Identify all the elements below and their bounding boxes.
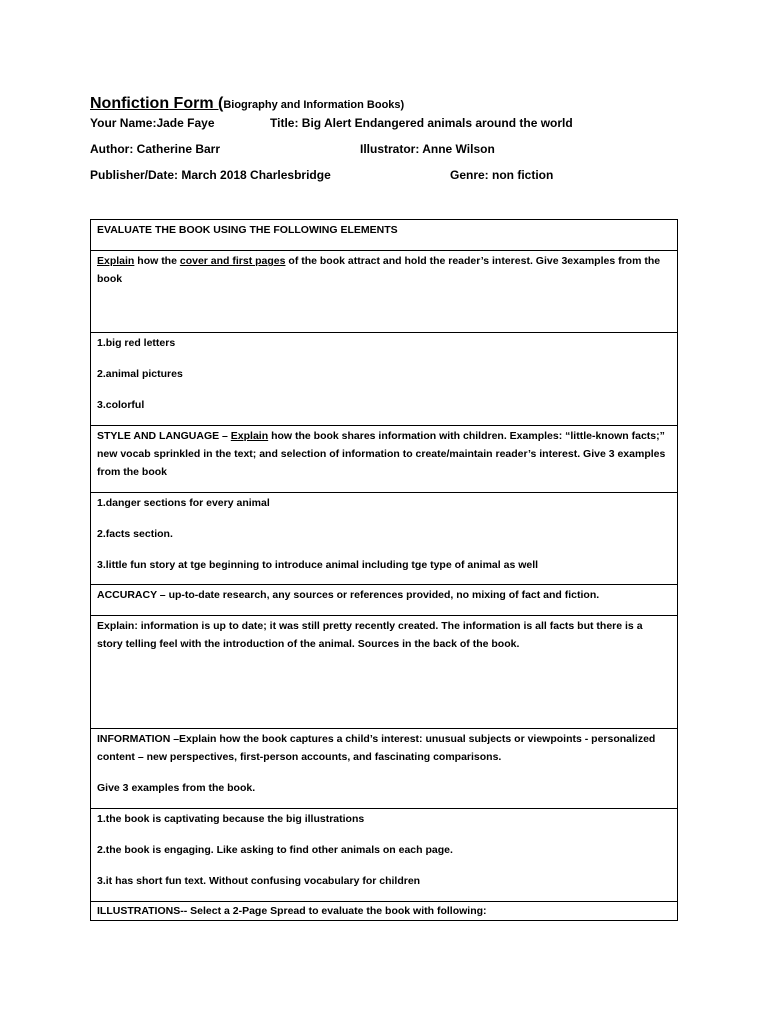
accuracy-answer-cell (91, 616, 678, 729)
table-row (91, 902, 678, 921)
form-title-subtitle: Biography and Information Books) (223, 99, 405, 111)
illustrations-prompt-cell (91, 902, 678, 921)
list-item: 3.colorful (97, 399, 145, 411)
table-row (91, 809, 678, 902)
explain-underlined: Explain (230, 430, 269, 442)
book-title: Title: Big Alert Endangered animals around the world (270, 116, 573, 130)
student-name: Your Name:Jade Faye (90, 116, 215, 130)
list-item: 3.it has short fun text. Without confusing vocabulary for children (97, 875, 421, 887)
cover-prompt-cell (91, 251, 678, 333)
explain-underlined: Explain (97, 255, 135, 267)
table-row (91, 616, 678, 729)
evaluation-table (90, 219, 678, 921)
form-title-main: Nonfiction Form ( (90, 95, 224, 112)
table-row (91, 426, 678, 493)
accuracy-prompt: ACCURACY – up-to-date research, any sources or references provided, no mixing of fact and fiction. (97, 589, 600, 601)
table-row (91, 729, 678, 809)
book-publisher: Publisher/Date: March 2018 Charlesbridge (90, 168, 331, 182)
table-row (91, 585, 678, 616)
list-item: 3.little fun story at tge beginning to introduce animal including tge type of animal as well (97, 559, 539, 571)
list-item: 2.the book is engaging. Like asking to find other animals on each page. (97, 844, 453, 856)
form-title (90, 95, 404, 113)
illustrations-prompt: ILLUSTRATIONS-- Select a 2-Page Spread to evaluate the book with following: (97, 905, 487, 917)
cover-answers-cell (91, 333, 678, 426)
cover-underlined: cover and first pages (179, 255, 286, 267)
information-prompt-examples: Give 3 examples from the book. (97, 782, 256, 794)
table-header-cell (91, 220, 678, 251)
book-author: Author: Catherine Barr (90, 142, 221, 156)
style-prompt: STYLE AND LANGUAGE – Explain how the book shares information with children. Examples: “little-known facts;” new vocab sprinkled in the text; and selection of information to create/maintain reader’s interest. Give 3 examples from the book (97, 430, 666, 478)
table-row (91, 333, 678, 426)
table-row (91, 251, 678, 333)
style-answers-cell (91, 493, 678, 585)
style-prompt-cell (91, 426, 678, 493)
accuracy-answer: Explain: information is up to date; it was still pretty recently created. The information is all facts but there is a story telling feel with the introduction of the animal. Sources in the back of the book. (97, 620, 643, 650)
accuracy-prompt-cell (91, 585, 678, 616)
list-item: 2.facts section. (97, 528, 173, 540)
cover-prompt: Explain how the cover and first pages of the book attract and hold the reader’s interest. Give 3examples from the book (97, 255, 661, 285)
book-illustrator: Illustrator: Anne Wilson (360, 142, 495, 156)
list-item: 1.the book is captivating because the big illustrations (97, 813, 365, 825)
information-prompt: INFORMATION –Explain how the book captures a child’s interest: unusual subjects or viewpoints - personalized content – new perspectives, first-person accounts, and fascinating comparisons. (97, 733, 656, 763)
table-row (91, 493, 678, 585)
information-prompt-cell (91, 729, 678, 809)
table-row (91, 220, 678, 251)
list-item: 2.animal pictures (97, 368, 183, 380)
book-genre: Genre: non fiction (450, 168, 554, 182)
table-header: EVALUATE THE BOOK USING THE FOLLOWING ELEMENTS (97, 224, 398, 236)
list-item: 1.danger sections for every animal (97, 497, 270, 509)
list-item: 1.big red letters (97, 337, 176, 349)
information-answers-cell (91, 809, 678, 902)
